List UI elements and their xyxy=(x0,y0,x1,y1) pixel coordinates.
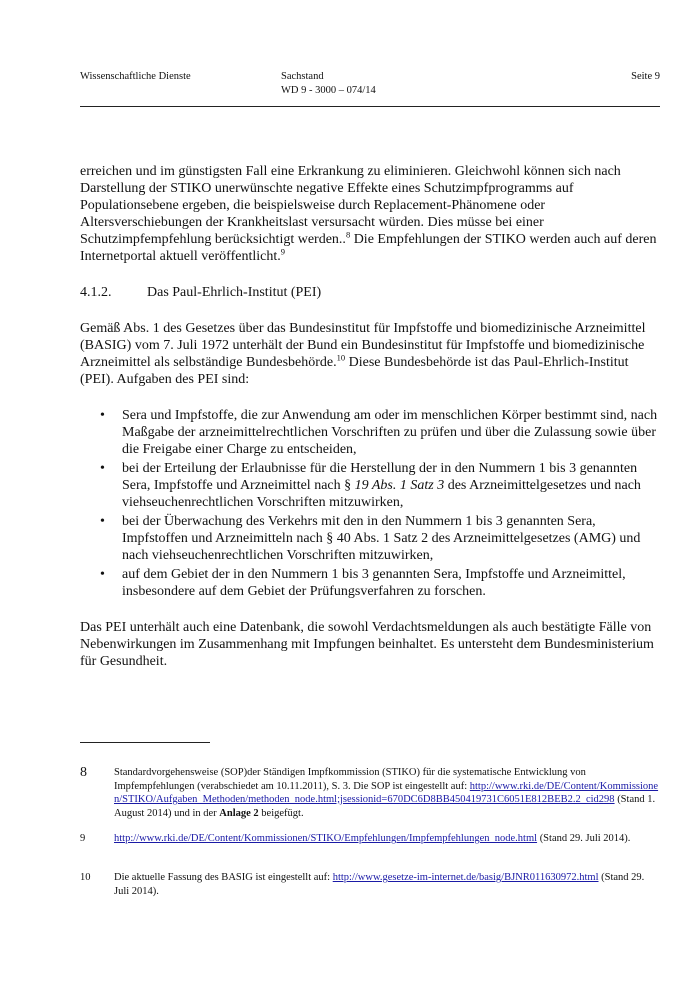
section-title: Das Paul-Ehrlich-Institut (PEI) xyxy=(147,285,322,300)
bullet-icon: • xyxy=(100,567,105,582)
footnote-8: 8 Standardvorgehensweise (SOP)der Ständigen Impfkommission (STIKO) für die systematische Entwicklung von Impfempfehlungen (verabschiedet am 10.11.2011), S. 3. Die SOP ist eingestellt auf: http://www.rki.de/DE/Content/Kommissionen/STIKO/Aufgaben_Methoden/methoden_node.html;jsessionid=670DC6D8BB450419731C6051E812BEB2.2_cid298 (Stand 1. August 2014) und in der Anlage 2 beigefügt. xyxy=(80,765,659,819)
header-page-number: Seite 9 xyxy=(631,71,660,82)
footnote-number: 9 xyxy=(80,833,86,844)
footnote-link-rki-sop[interactable]: http://www.rki.de/DE/Content/Kommissionen/STIKO/Aufgaben_Methoden/methoden_node.html;jsessionid=670DC6D8BB450419731C6051E812BEB2.2_cid298 xyxy=(114,780,659,805)
body-text xyxy=(80,163,660,670)
footnote-10: 10 Die aktuelle Fassung des BASIG ist eingestellt auf: http://www.gesetze-im-internet.de/basig/BJNR011630972.html (Stand 29. Juli 2014). xyxy=(80,872,645,897)
header-doc-number: WD 9 - 3000 – 074/14 xyxy=(281,85,376,96)
footnote-ref-8[interactable]: 8 xyxy=(345,229,351,240)
bullet-icon: • xyxy=(100,408,105,423)
footnote-number: 8 xyxy=(80,765,87,780)
header-doc-type: Sachstand xyxy=(281,71,324,82)
list-item: • bei der Überwachung des Verkehrs mit den in den Nummern 1 bis 3 genannten Sera, Impfstoffen und Arzneimitteln nach § 40 Abs. 1 Satz 2 des Arzneimittelgesetzes (AMG) und nach viehseuchenrechtlichen Vorschriften mitzuwirken, xyxy=(100,514,641,563)
list-item: • auf dem Gebiet der in den Nummern 1 bis 3 genannten Sera, Impfstoffe und Arzneimittel, insbesondere auf dem Gebiet der Prüfungsverfahren zu forschen. xyxy=(100,567,626,599)
footnote-ref-10[interactable]: 10 xyxy=(336,352,346,363)
paragraph-database: Das PEI unterhält auch eine Datenbank, die sowohl Verdachtsmeldungen als auch bestätigte Fälle von Nebenwirkungen im Zusammenhang mit Impfungen beinhaltet. Es untersteht dem Bundesministerium für Gesundheit. xyxy=(80,620,654,669)
list-item: • Sera und Impfstoffe, die zur Anwendung am oder im menschlichen Körper bestimmt sind, nach Maßgabe der arzneimittelrechtlichen Vorschriften zu prüfen und über die Zulassung sowie über die Freigabe einer Charge zu entscheiden, xyxy=(100,408,658,457)
footnote-link-rki-empfehlungen[interactable]: http://www.rki.de/DE/Content/Kommissionen/STIKO/Empfehlungen/Impfempfehlungen_node.html xyxy=(114,833,538,844)
section-number: 4.1.2. xyxy=(80,285,112,300)
bullet-icon: • xyxy=(100,461,105,476)
footnote-number: 10 xyxy=(80,872,91,883)
footnote-separator xyxy=(80,742,210,743)
pei-tasks-list xyxy=(80,407,660,600)
list-item: • bei der Erteilung der Erlaubnisse für die Herstellung der in den Nummern 1 bis 3 genannten Sera, Impfstoffe und Arzneimittel nach § 19 Abs. 1 Satz 3 des Arzneimittelgesetzes und nach viehseuchenrechtlichen Vorschriften mitzuwirken, xyxy=(100,461,641,510)
header-document-info xyxy=(281,70,376,98)
header-rule xyxy=(80,106,660,107)
bullet-icon: • xyxy=(100,514,105,529)
footnote-9: 9 http://www.rki.de/DE/Content/Kommissionen/STIKO/Empfehlungen/Impfempfehlungen_node.html (Stand 29. Juli 2014). xyxy=(80,833,631,844)
section-heading xyxy=(80,284,660,301)
header-institution: Wissenschaftliche Dienste xyxy=(80,71,191,82)
paragraph-stiko: erreichen und im günstigsten Fall eine Erkrankung zu eliminieren. Gleichwohl können sich nach Darstellung der STIKO unerwünschte negative Effekte eines Schutzimpfprogramms auf Populationsebene ergeben, die beispielsweise durch Replacement-Phänomene oder Altersverschiebungen der Krankheitslast versursacht würden. Dies müsse bei einer Schutzimpfempfehlung berücksichtigt werden..$^8$ Die Empfehlungen der STIKO werden auch auf deren Internetportal aktuell veröffentlicht.$^9$ xyxy=(80,164,657,264)
footnote-link-basig[interactable]: http://www.gesetze-im-internet.de/basig/BJNR011630972.html xyxy=(332,872,599,883)
paragraph-basig: Gemäß Abs. 1 des Gesetzes über das Bundesinstitut für Impfstoffe und biomedizinische Arzneimittel (BASIG) vom 7. Juli 1972 unterhält der Bund ein Bundesinstitut für Impfstoffe und biomedizinische Arzneimittel als selbständige Bundesbehörde.$^{10}$ Diese Bundesbehörde ist das Paul-Ehrlich-Institut (PEI). Aufgaben des PEI sind: xyxy=(80,321,646,387)
footnote-ref-9[interactable]: 9 xyxy=(280,246,285,257)
